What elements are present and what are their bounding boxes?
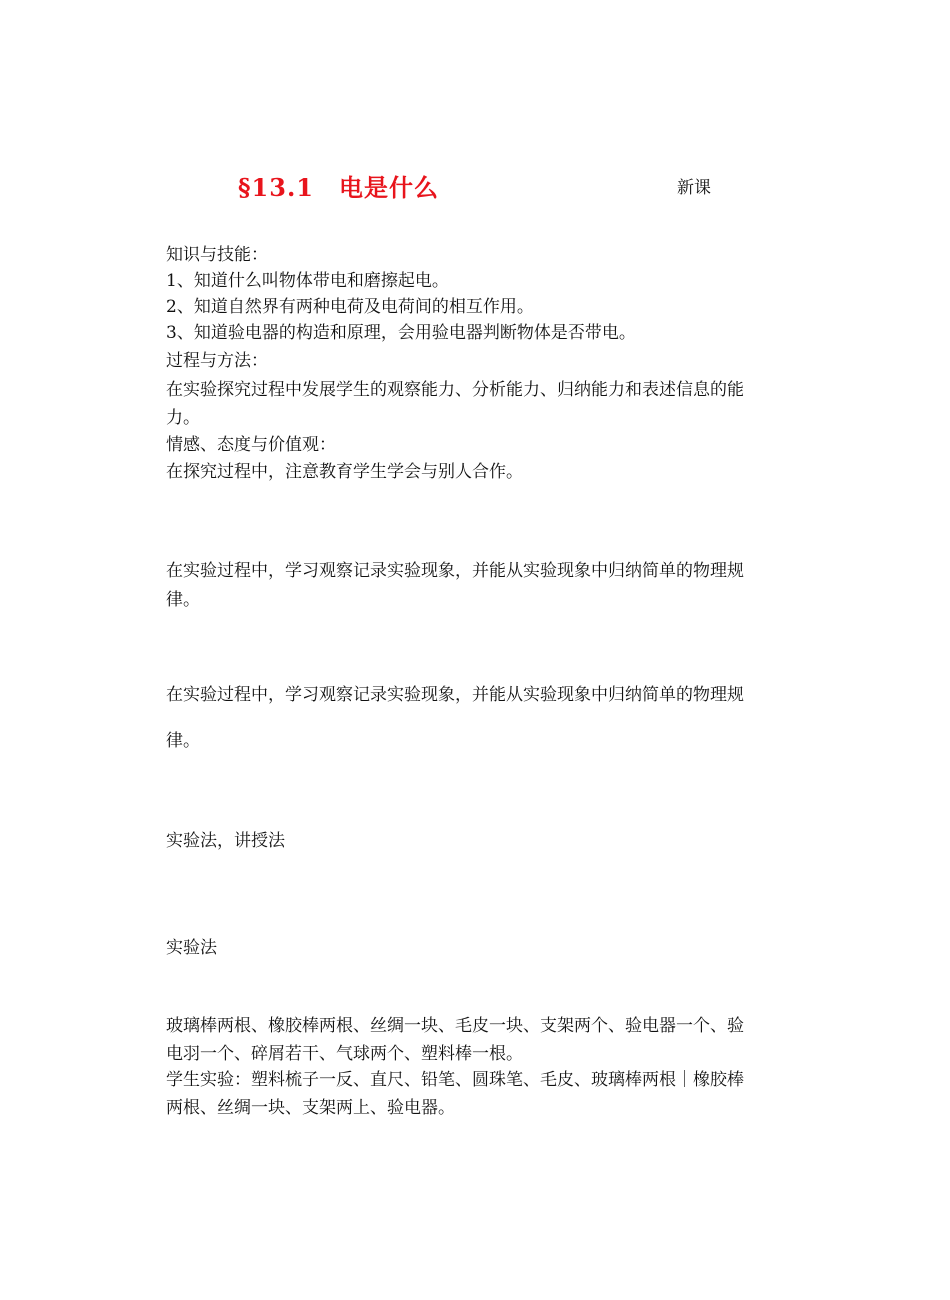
process-text-line-1: 在实验探究过程中发展学生的观察能力、分析能力、归纳能力和表述信息的能 (166, 380, 744, 400)
key-point-line-2: 律。 (166, 590, 200, 610)
teaching-method: 实验法，讲授法 (166, 831, 285, 851)
student-materials-line-1: 学生实验：塑料梳子一反、直尺、铅笔、圆珠笔、毛皮、玻璃棒两根｜橡胶棒 (166, 1070, 744, 1090)
process-text-line-2: 力。 (166, 408, 200, 428)
process-heading: 过程与方法： (166, 351, 268, 371)
emotion-text: 在探究过程中，注意教育学生学会与别人合作。 (166, 462, 523, 482)
page-title: §13.1 电是什么 (238, 173, 440, 202)
knowledge-heading: 知识与技能： (166, 245, 268, 265)
difficult-point-line-2: 律。 (166, 731, 200, 751)
teacher-materials-line-1: 玻璃棒两根、橡胶棒两根、丝绸一块、毛皮一块、支架两个、验电器一个、验 (166, 1016, 744, 1036)
knowledge-item-2: 2、知道自然界有两种电荷及电荷间的相互作用。 (166, 297, 534, 317)
student-materials-line-2: 两根、丝绸一块、支架两上、验电器。 (166, 1098, 455, 1118)
knowledge-item-3: 3、知道验电器的构造和原理，会用验电器判断物体是否带电。 (166, 323, 636, 343)
lesson-type-label: 新课 (677, 178, 711, 198)
learning-method: 实验法 (166, 938, 217, 958)
teacher-materials-line-2: 电羽一个、碎屑若干、气球两个、塑料棒一根。 (166, 1044, 523, 1064)
emotion-heading: 情感、态度与价值观： (166, 435, 336, 455)
knowledge-item-1: 1、知道什么叫物体带电和磨擦起电。 (166, 271, 449, 291)
key-point-line-1: 在实验过程中，学习观察记录实验现象，并能从实验现象中归纳简单的物理规 (166, 561, 744, 581)
difficult-point-line-1: 在实验过程中，学习观察记录实验现象，并能从实验现象中归纳简单的物理规 (166, 685, 744, 705)
